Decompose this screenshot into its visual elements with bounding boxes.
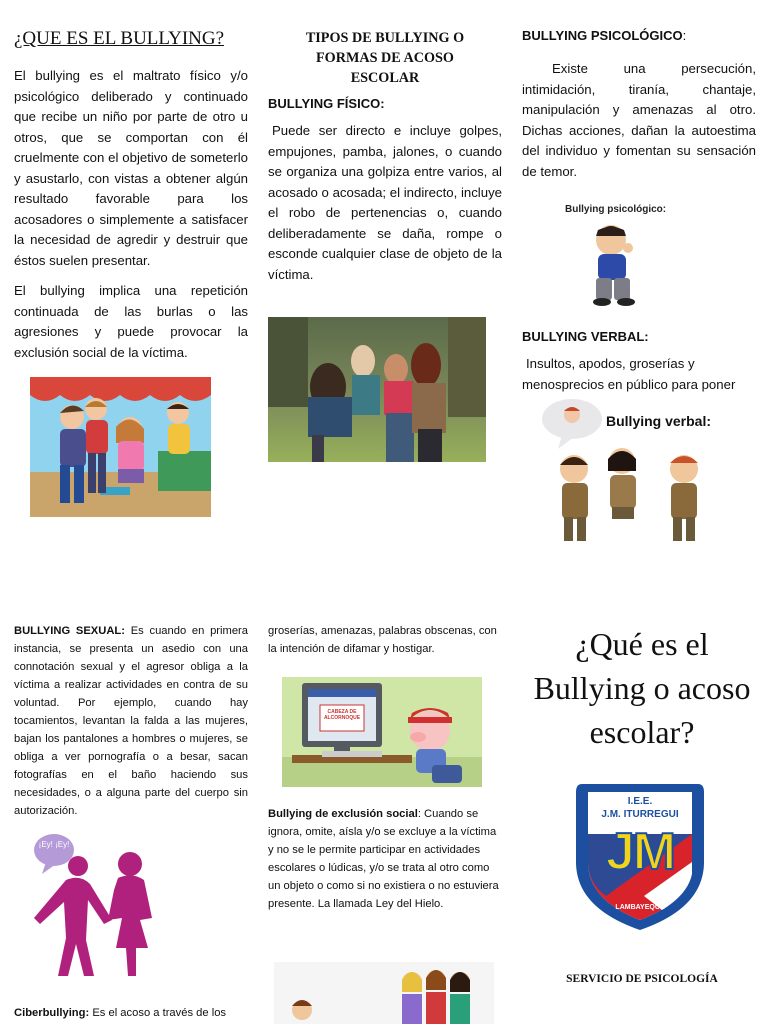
verbal-bullying-illustration [540,397,730,552]
sexual-bullying-label: BULLYING SEXUAL: [14,625,125,637]
verbal-bullying-heading: BULLYING VERBAL: [522,329,649,344]
physical-bullying-subheading: BULLYING FÍSICO: [268,96,385,111]
psychological-bullying-heading [522,28,756,43]
panel1-paragraph-1: El bullying es el maltrato físico y/o psicológico deliberado y continuado que recibe un niño por parte de otro u otros, que se comportan con él cruelmente con el objetivo de someterlo y asustarlo, con vistas a obtener algún resultado favorable para los acosadores o simplemente a satisfacer la necesidad de agredir y destruir que éstos suelen presentar. [14,68,248,268]
logo-place: LAMBAYEQUE [615,904,665,911]
computer-screen-text: CABEZA DE ALCORNOQUE [323,709,361,721]
sexual-bullying-description: Es cuando en primera instancia, se presenta un asedio con una connotación sexual y el agresor obliga a la víctima a realizar actividades en contra de su voluntad. Por ejemplo, cuando hay tocamientos, levantan la falda a las mujeres, bajan los pantalones a hombres o mujeres, se obliga a ver pornografía o a besar, sacan fotografías en el baño haciendo sus necesidades, o a alguna parte del cuerpo sin autorización. [14,625,248,817]
verbal-bullying-text: Insultos, apodos, groserías y menosprecios en público para poner [522,356,736,392]
psychological-bullying-text: Existe una persecución, intimidación, tiranía, chantaje, manipulación y amenazas al otro. Dichas acciones, dañan la autoestima del individuo y fomentan su sensación de temor. [522,61,756,179]
computer-insult-cartoon [282,677,482,787]
psychological-bullying-illustration [556,196,712,311]
exclusion-bullying-text [268,805,502,913]
exclusion-bullying-label: Bullying de exclusión social [268,808,418,820]
sexual-harassment-pictogram [28,828,188,978]
verbal-bullying-continued-text: groserías, amenazas, palabras obscenas, con la intención de difamar y hostigar. [268,625,497,655]
panel1-paragraph-2: El bullying implica una repetición continuada de las burlas o las agresiones y puede provocar la exclusión social de la víctima. [14,283,248,360]
panel-what-is-bullying [14,28,248,363]
panel-psychological-bullying [522,28,756,182]
sexual-bullying-text [14,622,248,820]
exclusion-bullying-description: : Cuando se ignora, omite, aísla y/o se excluye a la víctima y no se le permite participar en actividades escolares o lúdicas, y/o se trata al otro como un objeto o como si no existiera o no estuviera presente. La llamada Ley del Hielo. [268,808,499,910]
verbal-image-caption: Bullying verbal: [606,413,712,429]
panel2-heading: TIPOS DE BULLYING O FORMAS DE ACOSO ESCOLAR [305,30,465,86]
psychological-heading-colon: : [682,28,687,43]
cyberbullying-description: Es el acoso a través de los [89,1007,227,1019]
logo-line-1: I.E.E. [627,796,653,807]
speech-bubble-text: ¡Ey! ¡Ey! [38,840,70,849]
logo-initials: JM [605,823,675,881]
panel-verbal-bullying [522,329,756,395]
physical-bullying-text: Puede ser directo e incluye golpes, empujones, pamba, jalones, o cuando se organiza una golpiza entre varios, al acosado o acosada; el indirecto, incluye el robo de pertenencias o, cuando deliberadamente se daña, rompe o esconde cualquier clase de objeto de la víctima. [268,123,502,282]
psychology-service-footer: SERVICIO DE PSICOLOGÍA [566,973,718,985]
panel1-heading: ¿QUE ES EL BULLYING? [14,28,225,49]
cyberbullying-label: Ciberbullying: [14,1007,90,1019]
panel-verbal-continued [268,622,502,658]
psychological-image-caption: Bullying psicológico: [565,204,667,215]
brochure-title: ¿Qué es el Bullying o acoso escolar? [533,626,751,750]
cyberbullying-text [14,1004,248,1022]
panel-sexual-bullying [14,622,248,820]
panel-physical-bullying [268,28,502,285]
panel-exclusion-bullying [268,805,502,913]
panel-cyberbullying [14,1004,248,1022]
exclusion-cartoon [274,962,494,1024]
logo-line-2: J.M. ITURREGUI [601,809,679,820]
bullying-classroom-illustration [30,377,211,517]
girls-fighting-photo [268,317,486,462]
school-logo [558,778,722,936]
psychological-bullying-heading-text: BULLYING PSICOLÓGICO [522,28,683,43]
